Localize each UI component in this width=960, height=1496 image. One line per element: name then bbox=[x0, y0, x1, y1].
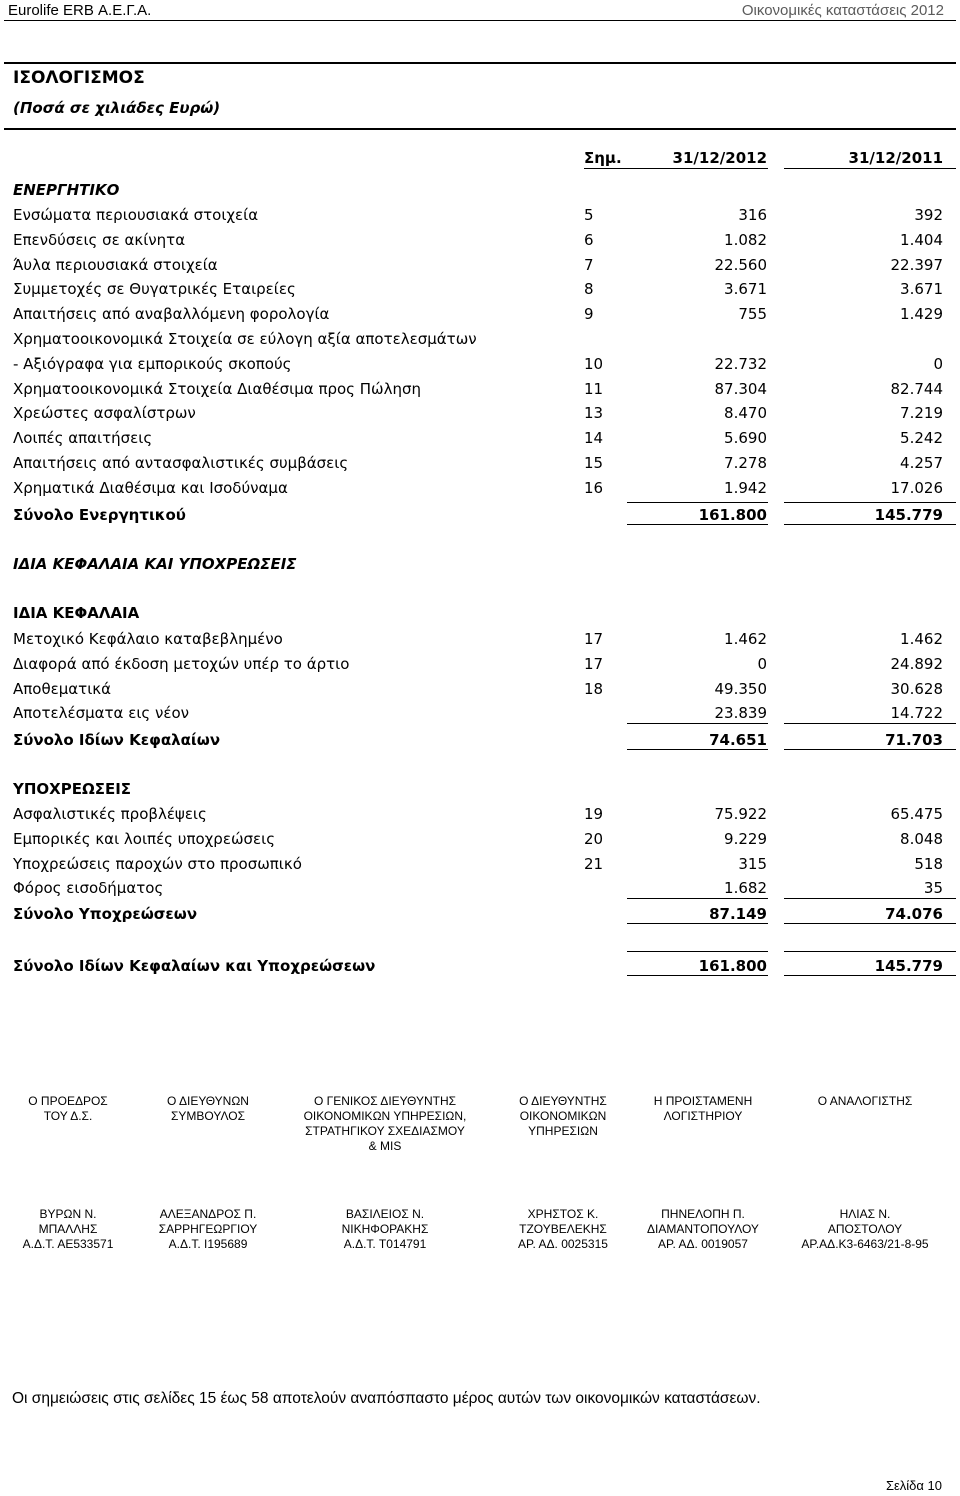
assets-row-label: Χρηματοοικονομικά Στοιχεία σε εύλογη αξία αποτελεσμάτων bbox=[13, 330, 477, 348]
assets-row-2012: 22.732 bbox=[714, 354, 767, 373]
total-double-underline bbox=[627, 923, 768, 924]
liabilities-row-2011: 8.048 bbox=[900, 829, 943, 848]
signatory-name bbox=[295, 1207, 475, 1252]
signatory-name-line: ΑΡ.ΑΔ.Κ3-6463/21-8-95 bbox=[801, 1237, 929, 1251]
assets-row-label: Λοιπές απαιτήσεις bbox=[13, 429, 153, 448]
liabilities-row-2011: 518 bbox=[914, 854, 943, 873]
assets-row-2011: 1.404 bbox=[900, 230, 943, 249]
assets-row-label: Επενδύσεις σε ακίνητα bbox=[13, 230, 186, 249]
signatory-name bbox=[613, 1207, 793, 1252]
assets-row-label: Απαιτήσεις από αναβαλλόμενη φορολογία bbox=[13, 305, 330, 324]
header-divider bbox=[4, 20, 956, 21]
signatory-name-line: ΣΑΡΡΗΓΕΩΡΓΙΟΥ bbox=[158, 1222, 258, 1236]
signatory-role-line: Ο ΔΙΕΥΘΥΝΤΗΣ bbox=[519, 1094, 607, 1108]
assets-row-note: 13 bbox=[584, 404, 604, 423]
assets-total-label: Σύνολο Ενεργητικού bbox=[13, 506, 186, 524]
assets-row-2012: 5.690 bbox=[724, 429, 767, 448]
total-double-underline bbox=[627, 749, 768, 750]
equity-row-2011: 30.628 bbox=[890, 679, 943, 698]
total-underline bbox=[784, 951, 956, 952]
signatory-role bbox=[775, 1094, 955, 1109]
signatory-role bbox=[118, 1094, 298, 1124]
page-number: Σελίδα 10 bbox=[885, 1478, 942, 1493]
signatory-name-line: ΑΠΟΣΤΟΛΟΥ bbox=[827, 1222, 903, 1236]
equity-row-label: Μετοχικό Κεφάλαιο καταβεβλημένο bbox=[13, 630, 283, 648]
signatory-role-line: Η ΠΡΟΙΣΤΑΜΕΝΗ bbox=[653, 1094, 753, 1108]
equity-row-2012: 1.462 bbox=[724, 630, 767, 648]
assets-row-label: Ενσώματα περιουσιακά στοιχεία bbox=[13, 206, 259, 224]
assets-row-note: 9 bbox=[584, 305, 594, 324]
assets-row-2011: 0 bbox=[933, 354, 943, 373]
signatory-role-line: ΣΥΜΒΟΥΛΟΣ bbox=[171, 1109, 245, 1123]
assets-row-label: Απαιτήσεις από αντασφαλιστικές συμβάσεις bbox=[13, 454, 349, 472]
assets-heading: ΕΝΕΡΓΗΤΙΚΟ bbox=[13, 181, 120, 199]
assets-row-2012: 7.278 bbox=[724, 454, 767, 472]
footnote: Οι σημειώσεις στις σελίδες 15 έως 58 αποτελούν αναπόσπαστο μέρος αυτών των οικονομικών καταστάσεων. bbox=[12, 1390, 761, 1407]
assets-row-2012: 316 bbox=[738, 206, 767, 224]
assets-row-2011: 5.242 bbox=[900, 429, 943, 448]
assets-row-note: 7 bbox=[584, 255, 594, 274]
column-year1-header: 31/12/2012 bbox=[672, 149, 767, 167]
assets-row-2011: 3.671 bbox=[900, 280, 943, 299]
total-underline bbox=[784, 723, 956, 724]
signatory-role-line: ΤΟΥ Δ.Σ. bbox=[43, 1109, 93, 1123]
liabilities-row-label: Υποχρεώσεις παροχών στο προσωπικό bbox=[13, 854, 302, 873]
equity-row-label: Αποθεματικά bbox=[13, 679, 112, 698]
equity-total-2012: 74.651 bbox=[709, 731, 767, 749]
signatory-name-line: Α.Δ.Τ. Ι195689 bbox=[168, 1237, 248, 1251]
signatory-role-line: Ο ΑΝΑΛΟΓΙΣΤΗΣ bbox=[817, 1094, 913, 1108]
liabilities-total-2011: 74.076 bbox=[885, 905, 943, 923]
total-underline bbox=[627, 502, 768, 503]
assets-row-label: Χρηματικά Διαθέσιμα και Ισοδύναμα bbox=[13, 478, 288, 497]
assets-row-2011: 82.744 bbox=[890, 379, 943, 398]
total-underline bbox=[784, 502, 956, 503]
equity-liabilities-heading: ΙΔΙΑ ΚΕΦΑΛΑΙΑ ΚΑΙ ΥΠΟΧΡΕΩΣΕΙΣ bbox=[13, 555, 297, 573]
liabilities-total-label: Σύνολο Υποχρεώσεων bbox=[13, 905, 198, 923]
equity-row-note: 17 bbox=[584, 630, 604, 648]
signatory-name-line: ΤΖΟΥΒΕΛΕΚΗΣ bbox=[519, 1222, 607, 1236]
assets-row-2011: 22.397 bbox=[890, 255, 943, 274]
signatory-name bbox=[118, 1207, 298, 1252]
liabilities-row-2012: 75.922 bbox=[714, 805, 767, 823]
assets-row-2012: 1.942 bbox=[724, 478, 767, 497]
assets-row-2012: 755 bbox=[738, 305, 767, 324]
grand-total-2012: 161.800 bbox=[698, 957, 767, 975]
document-title: Οικονομικές καταστάσεις 2012 bbox=[741, 2, 944, 19]
signatory-role-line: ΟΙΚΟΝΟΜΙΚΩΝ ΥΠΗΡΕΣΙΩΝ, bbox=[303, 1109, 467, 1123]
equity-row-label: Αποτελέσματα εις νέον bbox=[13, 704, 190, 723]
assets-row-2011: 4.257 bbox=[900, 454, 943, 472]
assets-row-label: Χρεώστες ασφαλίστρων bbox=[13, 404, 196, 423]
assets-row-2012: 1.082 bbox=[724, 230, 767, 249]
liabilities-row-2012: 315 bbox=[738, 854, 767, 873]
assets-total-2012: 161.800 bbox=[698, 506, 767, 524]
equity-heading: ΙΔΙΑ ΚΕΦΑΛΑΙΑ bbox=[13, 604, 140, 622]
total-underline bbox=[784, 898, 956, 899]
assets-row-note: 10 bbox=[584, 354, 604, 373]
signatory-name-line: Α.Δ.Τ. ΑΕ533571 bbox=[22, 1237, 114, 1251]
assets-row-2011: 1.429 bbox=[900, 305, 943, 324]
signatory-name bbox=[775, 1207, 955, 1252]
assets-row-note: 16 bbox=[584, 478, 604, 497]
total-double-underline bbox=[627, 524, 768, 525]
liabilities-row-label: Φόρος εισοδήματος bbox=[13, 879, 164, 898]
signatory-role bbox=[613, 1094, 793, 1124]
signatory-role-line: ΣΤΡΑΤΗΓΙΚΟΥ ΣΧΕΔΙΑΣΜΟΥ bbox=[305, 1124, 465, 1138]
assets-row-2012: 22.560 bbox=[714, 255, 767, 274]
equity-row-2012: 23.839 bbox=[714, 704, 767, 723]
assets-row-label: - Αξιόγραφα για εμπορικούς σκοπούς bbox=[13, 354, 292, 373]
equity-row-2011: 24.892 bbox=[890, 654, 943, 673]
column-note-header: Σημ. bbox=[584, 149, 622, 167]
signatory-role-line: ΥΠΗΡΕΣΙΩΝ bbox=[528, 1124, 598, 1138]
liabilities-row-2012: 1.682 bbox=[724, 879, 767, 898]
assets-row-2011: 392 bbox=[914, 206, 943, 224]
assets-row-label: Συμμετοχές σε Θυγατρικές Εταιρείες bbox=[13, 280, 296, 299]
signatory-role-line: Ο ΠΡΟΕΔΡΟΣ bbox=[28, 1094, 108, 1108]
assets-row-2011: 17.026 bbox=[890, 478, 943, 497]
liabilities-row-note: 21 bbox=[584, 854, 604, 873]
assets-total-2011: 145.779 bbox=[874, 506, 943, 524]
liabilities-row-label: Εμπορικές και λοιπές υποχρεώσεις bbox=[13, 829, 275, 848]
signatory-name-line: Α.Δ.Τ. Τ014791 bbox=[343, 1237, 427, 1251]
assets-row-2012: 8.470 bbox=[724, 404, 767, 423]
liabilities-row-label: Ασφαλιστικές προβλέψεις bbox=[13, 805, 207, 823]
signatory-role-line: Ο ΓΕΝΙΚΟΣ ΔΙΕΥΘΥΝΤΗΣ bbox=[313, 1094, 457, 1108]
total-underline bbox=[627, 723, 768, 724]
signatory-name-line: ΗΛΙΑΣ Ν. bbox=[839, 1207, 891, 1221]
signatory-role-line: ΟΙΚΟΝΟΜΙΚΩΝ bbox=[519, 1109, 607, 1123]
grand-total-label: Σύνολο Ιδίων Κεφαλαίων και Υποχρεώσεων bbox=[13, 957, 376, 975]
equity-row-note: 18 bbox=[584, 679, 604, 698]
signatory-name-line: ΒΑΣΙΛΕΙΟΣ Ν. bbox=[345, 1207, 425, 1221]
signatory-name-line: ΝΙΚΗΦΟΡΑΚΗΣ bbox=[341, 1222, 429, 1236]
liabilities-row-note: 19 bbox=[584, 805, 604, 823]
assets-row-2012: 3.671 bbox=[724, 280, 767, 299]
signatory-name-line: ΑΛΕΞΑΝΔΡΟΣ Π. bbox=[159, 1207, 257, 1221]
liabilities-row-note: 20 bbox=[584, 829, 604, 848]
total-double-underline bbox=[784, 749, 956, 750]
total-double-underline bbox=[784, 975, 956, 976]
grand-total-2011: 145.779 bbox=[874, 957, 943, 975]
assets-row-note: 15 bbox=[584, 454, 604, 472]
assets-row-note: 14 bbox=[584, 429, 604, 448]
signatory-name-line: ΔΙΑΜΑΝΤΟΠΟΥΛΟΥ bbox=[647, 1222, 759, 1236]
total-double-underline bbox=[784, 923, 956, 924]
equity-row-2012: 49.350 bbox=[714, 679, 767, 698]
assets-row-note: 8 bbox=[584, 280, 594, 299]
equity-total-label: Σύνολο Ιδίων Κεφαλαίων bbox=[13, 731, 221, 749]
total-underline bbox=[627, 898, 768, 899]
assets-row-note: 11 bbox=[584, 379, 604, 398]
assets-row-label: Άυλα περιουσιακά στοιχεία bbox=[13, 255, 218, 274]
signatory-name-line: ΧΡΗΣΤΟΣ Κ. bbox=[527, 1207, 599, 1221]
assets-row-note: 6 bbox=[584, 230, 594, 249]
liabilities-total-2012: 87.149 bbox=[709, 905, 767, 923]
liabilities-row-2012: 9.229 bbox=[724, 829, 767, 848]
liabilities-heading: ΥΠΟΧΡΕΩΣΕΙΣ bbox=[13, 780, 132, 798]
signatory-role-line: & MIS bbox=[368, 1139, 402, 1153]
liabilities-row-2011: 65.475 bbox=[890, 805, 943, 823]
column-header-underline bbox=[784, 168, 956, 169]
assets-row-2012: 87.304 bbox=[714, 379, 767, 398]
assets-row-label: Χρηματοοικονομικά Στοιχεία Διαθέσιμα προς Πώληση bbox=[13, 379, 421, 398]
equity-row-2012: 0 bbox=[757, 654, 767, 673]
equity-row-2011: 14.722 bbox=[890, 704, 943, 723]
page-title: ΙΣΟΛΟΓΙΣΜΟΣ bbox=[13, 68, 145, 88]
total-double-underline bbox=[627, 975, 768, 976]
column-year2-header: 31/12/2011 bbox=[848, 149, 943, 167]
signatory-role-line: ΛΟΓΙΣΤΗΡΙΟΥ bbox=[663, 1109, 743, 1123]
signatory-name-line: ΑΡ. ΑΔ. 0019057 bbox=[658, 1237, 748, 1251]
signatory-name-line: ΠΗΝΕΛΟΠΗ Π. bbox=[661, 1207, 745, 1221]
assets-row-note: 5 bbox=[584, 206, 594, 224]
equity-row-label: Διαφορά από έκδοση μετοχών υπέρ το άρτιο bbox=[13, 654, 350, 673]
equity-row-2011: 1.462 bbox=[900, 630, 943, 648]
column-header-underline bbox=[584, 168, 768, 169]
total-underline bbox=[627, 951, 768, 952]
equity-row-note: 17 bbox=[584, 654, 604, 673]
signatory-name-line: ΜΠΑΛΛΗΣ bbox=[38, 1222, 98, 1236]
signatory-name-line: ΑΡ. ΑΔ. 0025315 bbox=[518, 1237, 608, 1251]
signatory-role-line: Ο ΔΙΕΥΘΥΝΩΝ bbox=[167, 1094, 249, 1108]
assets-row-2011: 7.219 bbox=[900, 404, 943, 423]
signatory-role bbox=[295, 1094, 475, 1154]
page-subtitle: (Ποσά σε χιλιάδες Ευρώ) bbox=[13, 99, 221, 117]
equity-total-2011: 71.703 bbox=[885, 731, 943, 749]
title-box bbox=[4, 62, 956, 130]
liabilities-row-2011: 35 bbox=[923, 879, 943, 898]
total-double-underline bbox=[784, 524, 956, 525]
company-name: Eurolife ERB Α.Ε.Γ.Α. bbox=[8, 2, 152, 19]
signatory-name-line: ΒΥΡΩΝ Ν. bbox=[39, 1207, 97, 1221]
